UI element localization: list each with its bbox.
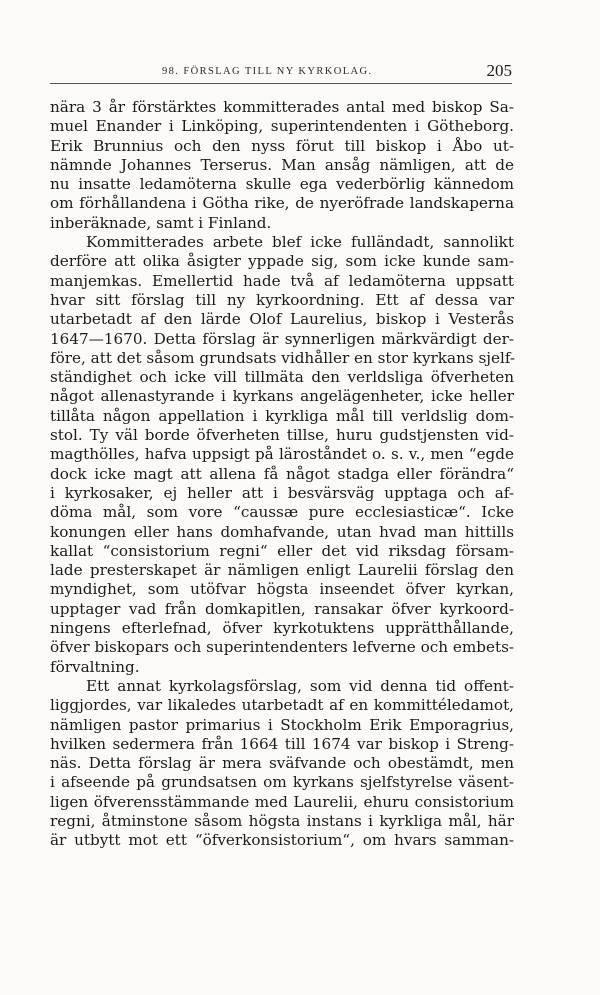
text-line: något allenastyrande i kyrkans angelägenheter, icke heller bbox=[50, 387, 514, 406]
text-line: 1647—1670. Detta förslag är synnerligen märkvärdigt der- bbox=[50, 329, 514, 348]
text-line: är utbytt mot ett “öfverkonsistorium“, om hvars samman- bbox=[50, 831, 514, 850]
text-line: Erik Brunnius och den nyss förut till biskop i Åbo ut- bbox=[50, 136, 514, 155]
text-line: ningens efterlefnad, öfver kyrkotuktens upprätthållande, bbox=[50, 619, 514, 638]
text-line: nu insatte ledamöterna skulle ega vederbörlig kännedom bbox=[50, 175, 514, 194]
text-line: tillåta någon appellation i kyrkliga mål till verldslig dom- bbox=[50, 406, 514, 425]
text-line: magthölles, hafva uppsigt på läroståndet o. s. v., men “egde bbox=[50, 445, 514, 464]
text-line: i afseende på grundsatsen om kyrkans sjelfstyrelse väsent- bbox=[50, 773, 514, 792]
text-line: muel Enander i Linköping, superintendenten i Götheborg. bbox=[50, 117, 514, 136]
text-line: före, att det såsom grundsats vidhåller en stor kyrkans sjelf- bbox=[50, 348, 516, 367]
page-number: 205 bbox=[486, 61, 512, 80]
text-line: stol. Ty väl borde öfverheten tillse, huru gudstjensten vid- bbox=[50, 426, 514, 445]
header-rule bbox=[50, 83, 512, 84]
text-line: lade presterskapet är nämligen enligt Laurelii förslag den bbox=[50, 561, 514, 580]
text-line: öfver biskopars och superintendenters lefverne och embets- bbox=[50, 638, 514, 657]
page-header bbox=[50, 62, 512, 82]
text-line: hvar sitt förslag till ny kyrkoordning. Ett af dessa var bbox=[50, 290, 514, 309]
running-title: 98. FÖRSLAG TILL NY KYRKOLAG. bbox=[162, 66, 373, 77]
text-line: nämligen pastor primarius i Stockholm Erik Emporagrius, bbox=[50, 715, 514, 734]
text-line: derföre att olika åsigter yppade sig, som icke kunde sam- bbox=[50, 252, 514, 271]
text-line: hvilken sedermera från 1664 till 1674 var biskop i Streng- bbox=[50, 734, 514, 753]
text-line: utarbetadt af den lärde Olof Laurelius, biskop i Vesterås bbox=[50, 310, 514, 329]
text-line: upptager vad från domkapitlen, ransakar öfver kyrkoord- bbox=[50, 599, 514, 618]
text-line: Ett annat kyrkolagsförslag, som vid denna tid offent- bbox=[86, 676, 514, 695]
text-line: Kommitterades arbete blef icke fulländadt, sannolikt bbox=[86, 233, 514, 252]
body-text bbox=[50, 98, 514, 851]
text-line: dock icke magt att allena få något stadga eller förändra“ bbox=[50, 464, 514, 483]
text-line: döma mål, som vore “caussæ pure ecclesiasticæ“. Icke bbox=[50, 503, 514, 522]
text-line: ligen öfverensstämmande med Laurelii, ehuru consistorium bbox=[50, 792, 514, 811]
text-line: om förhållandena i Götha rike, de nyeröfrade landskaperna bbox=[50, 194, 514, 213]
text-line: nära 3 år förstärktes kommitterades antal med biskop Sa- bbox=[50, 98, 514, 116]
text-line: manjemkas. Emellertid hade två af ledamöterna uppsatt bbox=[50, 271, 514, 290]
text-line: liggjordes, var likaledes utarbetadt af en kommittéledamot, bbox=[50, 696, 514, 715]
text-line: inberäknade, samt i Finland. bbox=[50, 213, 272, 232]
text-line: myndighet, som utöfvar högsta inseendet öfver kyrkan, bbox=[50, 580, 514, 599]
text-line: kallat “consistorium regni“ eller det vid riksdag försam- bbox=[50, 541, 514, 560]
text-line: ständighet och icke vill tillmäta den verldsliga öfverheten bbox=[50, 368, 514, 387]
text-line: näs. Detta förslag är mera sväfvande och obestämdt, men bbox=[50, 754, 514, 773]
text-line: förvaltning. bbox=[50, 657, 140, 676]
text-line: konungen eller hans domhafvande, utan hvad man hittills bbox=[50, 522, 514, 541]
text-line: nämnde Johannes Terserus. Man ansåg nämligen, att de bbox=[50, 155, 514, 174]
text-line: i kyrkosaker, ej heller att i besvärsväg upptaga och af- bbox=[50, 483, 514, 502]
text-line: regni, åtminstone såsom högsta instans i kyrkliga mål, här bbox=[50, 811, 514, 830]
